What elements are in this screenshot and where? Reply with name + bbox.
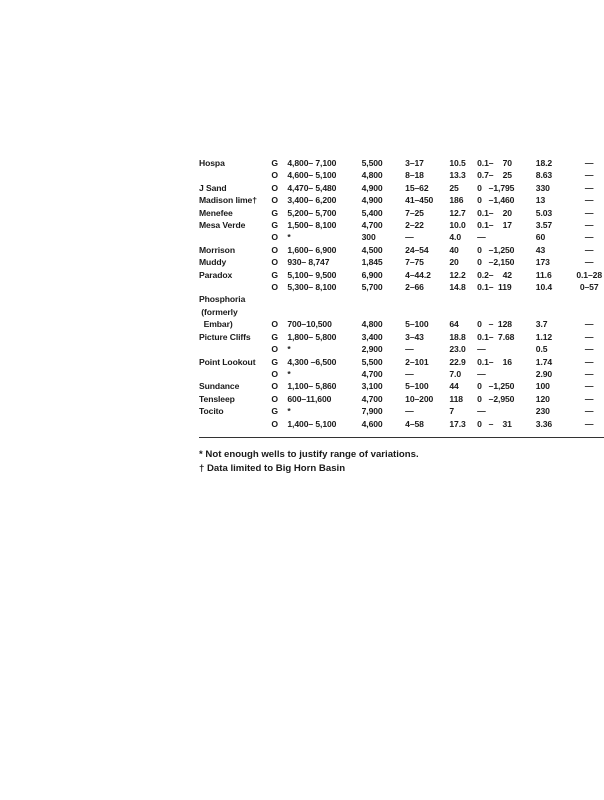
cell-extra: — (584, 232, 594, 243)
cell-depth: 5,100– 9,500 (287, 269, 337, 280)
cell-depth: 1,800– 5,800 (287, 331, 337, 342)
cell-depth: * (287, 344, 291, 355)
cell-por: 44 (449, 381, 459, 392)
cell-thick: 5–100 (405, 381, 429, 392)
cell-por (449, 306, 477, 318)
cell-perm: 0 –1,250 (477, 381, 515, 392)
cell-sat: 3.7 (535, 319, 548, 330)
cell-perm: 0 –2,950 (477, 393, 515, 404)
cell-perm: 0 –1,795 (477, 182, 515, 193)
cell-name (199, 231, 271, 243)
cell-avg: 4,500 (361, 244, 383, 255)
cell-sat: 100 (535, 381, 550, 392)
cell-thick (405, 306, 449, 318)
table-bottom-rule (199, 437, 604, 438)
cell-thick: 3–43 (405, 331, 424, 342)
cell-name: Muddy (199, 257, 227, 268)
cell-thick: 15–62 (405, 182, 429, 193)
cell-perm: 0.1– 119 (477, 282, 512, 293)
cell-depth: 700–10,500 (287, 319, 332, 330)
cell-depth: 5,200– 5,700 (287, 207, 337, 218)
cell-depth: * (287, 368, 291, 379)
cell-por: 17.3 (449, 418, 466, 429)
cell-depth: * (287, 406, 291, 417)
table-row (199, 182, 604, 194)
cell-extra (574, 293, 604, 305)
cell-depth: 930– 8,747 (287, 257, 330, 268)
cell-thick (405, 293, 449, 305)
cell-por: 10.0 (449, 220, 466, 231)
cell-perm: — (477, 368, 486, 379)
cell-name: Madison lime† (199, 195, 257, 206)
cell-extra: — (584, 368, 594, 379)
cell-sat: 1.74 (535, 356, 553, 367)
cell-type: O (271, 418, 278, 429)
table-row (199, 405, 604, 417)
cell-perm: 0.1– 16 (477, 356, 512, 367)
cell-depth: * (287, 232, 291, 243)
cell-por: 25 (449, 182, 459, 193)
cell-name: Mesa Verde (199, 220, 246, 231)
cell-por (449, 293, 477, 305)
cell-extra: — (584, 356, 594, 367)
cell-sat (536, 293, 575, 305)
cell-avg: 5,400 (361, 207, 383, 218)
cell-avg (362, 306, 406, 318)
cell-extra: — (584, 393, 594, 404)
cell-perm (477, 293, 536, 305)
cell-sat: 5.03 (535, 207, 553, 218)
reservoir-data-table (199, 157, 604, 430)
cell-perm: 0.7– 25 (477, 170, 512, 181)
cell-thick: 3–17 (405, 158, 424, 168)
cell-avg: 6,900 (361, 269, 383, 280)
table-body (199, 157, 604, 430)
table-row (199, 380, 604, 392)
cell-thick: 2–22 (405, 220, 424, 231)
cell-sat: 230 (535, 406, 550, 417)
cell-type: O (271, 393, 278, 404)
cell-extra: — (584, 257, 594, 268)
cell-extra: 0.1–28 (576, 269, 603, 280)
cell-extra (574, 306, 604, 318)
cell-sat: 8.63 (535, 170, 553, 181)
table-row (199, 356, 604, 368)
cell-depth: 1,500– 8,100 (287, 220, 337, 231)
cell-perm: 0 – 128 (477, 319, 512, 330)
cell-sat: 11.6 (535, 269, 552, 280)
cell-por: 20 (449, 257, 459, 268)
cell-type: O (271, 170, 278, 181)
cell-type: G (271, 269, 278, 280)
cell-type: G (271, 220, 278, 231)
cell-extra: — (584, 418, 594, 429)
cell-name: Paradox (199, 269, 233, 280)
table-row (199, 169, 604, 181)
cell-sat: 173 (535, 257, 550, 268)
cell-name: Picture Cliffs (199, 331, 251, 342)
footnotes (199, 448, 419, 476)
footnote-dagger: † Data limited to Big Horn Basin (199, 463, 346, 474)
cell-perm: — (477, 344, 486, 355)
cell-sat: 3.36 (535, 418, 553, 429)
cell-extra: — (584, 344, 594, 355)
table-row (199, 281, 604, 293)
cell-por: 22.9 (449, 356, 466, 367)
cell-type: G (271, 331, 278, 342)
cell-avg: 5,700 (361, 282, 383, 293)
cell-avg: 4,800 (361, 170, 383, 181)
cell-por: 118 (449, 393, 463, 404)
cell-thick: 10–200 (405, 393, 434, 404)
cell-name (199, 281, 271, 293)
cell-sat: 60 (535, 232, 546, 243)
cell-type (271, 306, 287, 318)
cell-avg (362, 293, 406, 305)
footnote-asterisk: * Not enough wells to justify range of variations. (199, 449, 419, 460)
cell-perm: 0 –1,460 (477, 195, 515, 206)
cell-avg: 4,800 (361, 319, 383, 330)
cell-extra: — (584, 406, 594, 417)
cell-name: Embar) (199, 319, 233, 330)
cell-type: O (271, 257, 278, 268)
cell-thick: 8–18 (405, 170, 424, 181)
cell-por: 64 (449, 319, 459, 330)
cell-extra: — (584, 244, 594, 255)
table-row (199, 194, 604, 206)
cell-type: O (271, 344, 278, 355)
cell-type: O (271, 232, 278, 243)
table-row (199, 244, 604, 256)
cell-thick: — (405, 368, 414, 379)
cell-avg: 4,700 (361, 368, 383, 379)
cell-name (199, 418, 271, 430)
cell-perm: 0.2– 42 (477, 269, 512, 280)
cell-perm: 0.1– 20 (477, 207, 512, 218)
cell-type: O (271, 182, 278, 193)
cell-perm: 0 –1,250 (477, 244, 515, 255)
cell-sat: 43 (535, 244, 546, 255)
cell-type: G (271, 158, 278, 168)
cell-extra: — (584, 195, 594, 206)
cell-thick: 7–75 (405, 257, 424, 268)
cell-type: O (271, 282, 278, 293)
table-row (199, 343, 604, 355)
cell-perm (477, 306, 536, 318)
cell-depth: 4,300 –6,500 (287, 356, 337, 367)
cell-por: 12.2 (449, 269, 466, 280)
cell-por: 7 (449, 406, 455, 417)
cell-por: 23.0 (449, 344, 466, 355)
cell-extra: — (584, 182, 594, 193)
cell-depth (287, 306, 361, 318)
cell-thick: — (405, 406, 414, 417)
cell-por: 7.0 (449, 368, 462, 379)
table-row (199, 306, 604, 318)
cell-type: O (271, 195, 278, 206)
cell-name (199, 343, 271, 355)
cell-name: Tensleep (199, 393, 235, 404)
cell-name (199, 169, 271, 181)
cell-avg: 4,700 (361, 393, 383, 404)
cell-depth: 5,300– 8,100 (287, 282, 337, 293)
cell-type: O (271, 244, 278, 255)
cell-extra: — (584, 158, 594, 168)
cell-thick: 5–100 (405, 319, 429, 330)
cell-depth: 1,100– 5,860 (287, 381, 337, 392)
cell-thick: 2–101 (405, 356, 429, 367)
cell-perm: 0 –2,150 (477, 257, 515, 268)
cell-avg: 7,900 (361, 406, 383, 417)
cell-sat: 3.57 (535, 220, 553, 231)
cell-perm: — (477, 406, 486, 417)
cell-avg: 4,900 (361, 195, 383, 206)
cell-avg: 2,900 (361, 344, 383, 355)
cell-depth: 4,800– 7,100 (287, 158, 337, 168)
cell-name: Phosphoria (199, 294, 246, 305)
cell-por: 4.0 (449, 232, 462, 243)
cell-type: G (271, 207, 278, 218)
cell-type: O (271, 368, 278, 379)
cell-thick: — (405, 232, 414, 243)
cell-avg: 300 (361, 232, 376, 243)
cell-extra: — (584, 381, 594, 392)
cell-perm: — (477, 232, 486, 243)
cell-depth: 4,470– 5,480 (287, 182, 337, 193)
cell-por: 18.8 (449, 331, 466, 342)
cell-type: G (271, 356, 278, 367)
cell-extra: — (584, 331, 594, 342)
cell-thick: 2–66 (405, 282, 424, 293)
cell-extra: — (584, 220, 594, 231)
cell-sat (536, 306, 575, 318)
cell-por: 14.8 (449, 282, 466, 293)
cell-extra: 0–57 (579, 282, 599, 293)
table-row (199, 256, 604, 268)
cell-sat: 2.90 (535, 368, 553, 379)
cell-depth: 3,400– 6,200 (287, 195, 337, 206)
cell-sat: 120 (535, 393, 550, 404)
cell-sat: 13 (535, 195, 546, 206)
cell-avg: 4,600 (361, 418, 383, 429)
table-row (199, 318, 604, 330)
cell-por: 12.7 (449, 207, 466, 218)
cell-type: G (271, 406, 278, 417)
cell-avg: 3,100 (361, 381, 383, 392)
cell-sat: 0.5 (535, 344, 548, 355)
cell-name: Sundance (199, 381, 240, 392)
cell-depth (287, 293, 361, 305)
cell-avg: 3,400 (361, 331, 383, 342)
cell-avg: 4,700 (361, 220, 383, 231)
table-row (199, 219, 604, 231)
table-row (199, 393, 604, 405)
table-row (199, 418, 604, 430)
table-row (199, 231, 604, 243)
cell-avg: 5,500 (361, 158, 383, 168)
cell-thick: 24–54 (405, 244, 429, 255)
cell-thick: 4–58 (405, 418, 424, 429)
cell-thick: — (405, 344, 414, 355)
cell-sat: 1.12 (535, 331, 553, 342)
cell-extra: — (584, 319, 594, 330)
cell-sat: 18.2 (535, 158, 553, 168)
cell-depth: 1,600– 6,900 (287, 244, 337, 255)
cell-name (199, 368, 271, 380)
cell-name: Hospa (199, 158, 225, 168)
cell-name: Tocito (199, 406, 224, 417)
cell-name: J Sand (199, 182, 227, 193)
cell-depth: 4,600– 5,100 (287, 170, 337, 181)
cell-type: O (271, 319, 278, 330)
table-row (199, 269, 604, 281)
cell-por: 13.3 (449, 170, 466, 181)
cell-sat: 10.4 (535, 282, 553, 293)
cell-name: Morrison (199, 244, 235, 255)
cell-name: (formerly (199, 306, 238, 317)
cell-name: Point Lookout (199, 356, 256, 367)
cell-avg: 1,845 (361, 257, 383, 268)
table-row (199, 368, 604, 380)
cell-thick: 4–44.2 (405, 269, 431, 280)
table-row (199, 157, 604, 169)
cell-type (271, 293, 287, 305)
table-row (199, 293, 604, 305)
table-row (199, 207, 604, 219)
cell-name: Menefee (199, 207, 233, 218)
cell-extra: — (584, 207, 594, 218)
cell-thick: 41–450 (405, 195, 434, 206)
cell-por: 10.5 (449, 158, 466, 168)
cell-avg: 4,900 (361, 182, 383, 193)
cell-perm: 0.1– 70 (477, 158, 512, 168)
cell-perm: 0.1– 7.68 (477, 331, 515, 342)
cell-depth: 1,400– 5,100 (287, 418, 337, 429)
cell-por: 40 (449, 244, 459, 255)
cell-type: O (271, 381, 278, 392)
cell-thick: 7–25 (405, 207, 424, 218)
cell-extra: — (584, 170, 594, 181)
cell-depth: 600–11,600 (287, 393, 332, 404)
cell-sat: 330 (535, 182, 550, 193)
cell-perm: 0 – 31 (477, 418, 512, 429)
cell-avg: 5,500 (361, 356, 383, 367)
table-row (199, 331, 604, 343)
cell-perm: 0.1– 17 (477, 220, 512, 231)
cell-por: 186 (449, 195, 464, 206)
